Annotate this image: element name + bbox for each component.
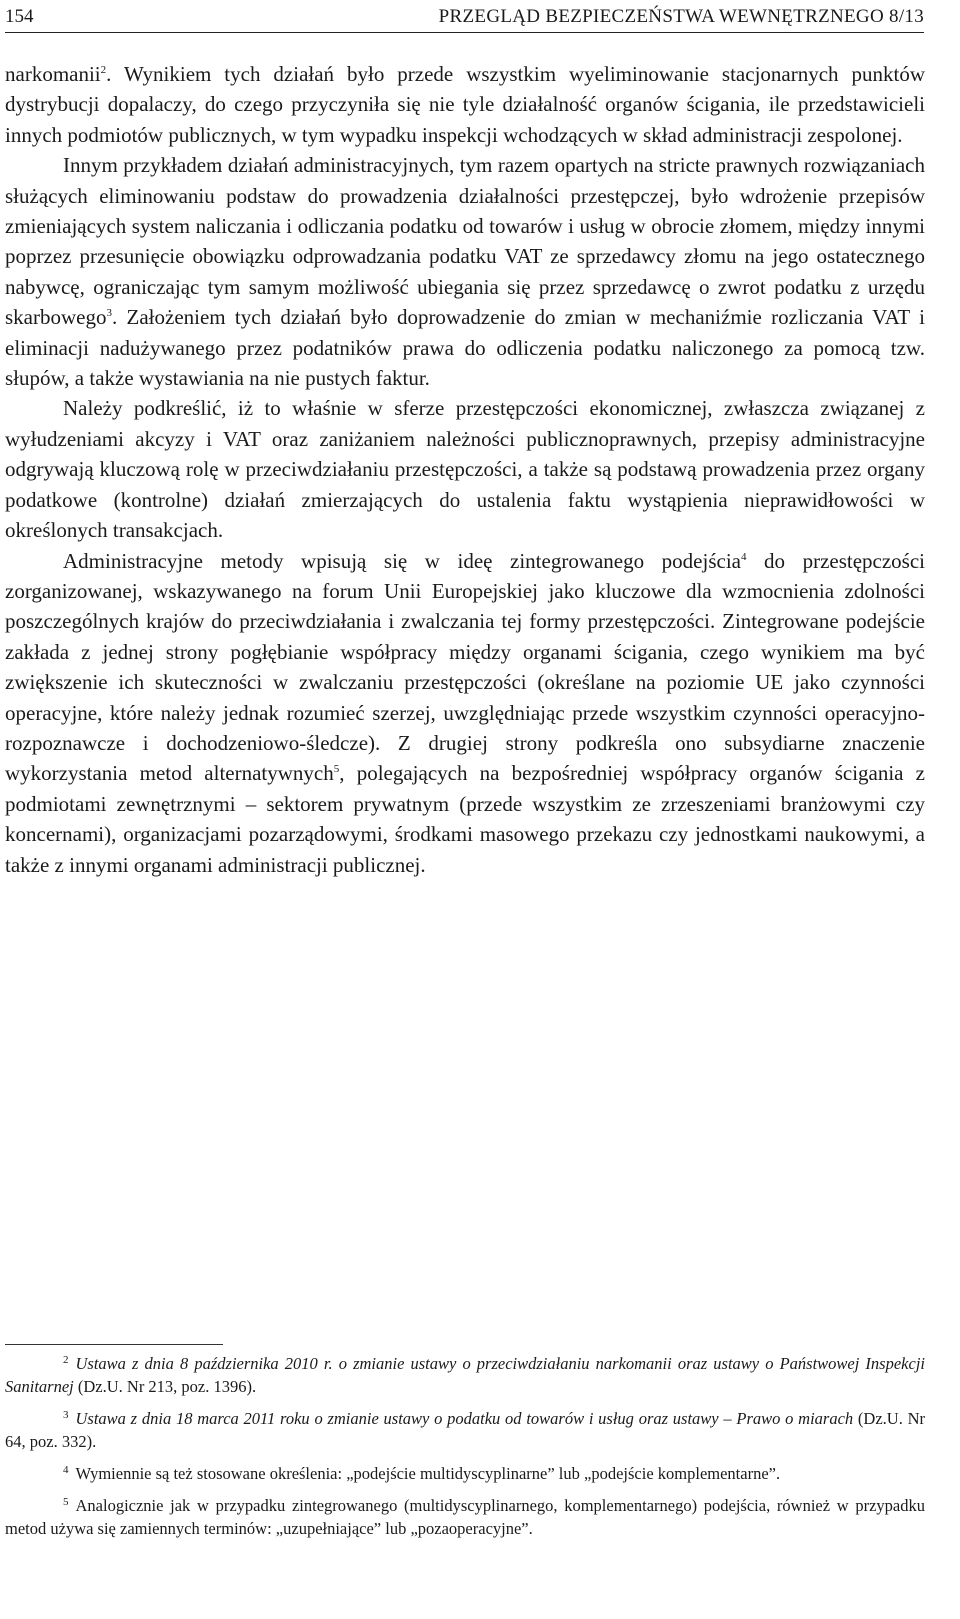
paragraph-text: Administracyjne metody wpisują się w ideę zintegrowanego podejścia: [63, 548, 741, 573]
footnote-ref[interactable]: 5: [333, 763, 340, 776]
paragraph-text: . Wynikiem tych działań było przede wszystkim wyeliminowanie stacjonarnych punktów dystrybucji dopalaczy, do czego przyczyniła się nie tyle działalność organów ścigania, ile przedstawicieli innych podmiotów publicznych, w tym wypadku inspekcji wchodzących w skład administracji zespolonej.: [5, 62, 925, 147]
footnote-ref[interactable]: 3: [106, 307, 112, 320]
footnote: [5, 1494, 925, 1540]
paragraph-text: narkomanii: [5, 62, 101, 86]
paragraph: [5, 546, 925, 880]
footnotes: [5, 1352, 925, 1549]
paragraph-text: . Założeniem tych działań było doprowadzenie do zmian w mechaniźmie rozliczania VAT i eliminacji nadużywanego przez podatników prawa do odliczenia podatku naliczonego za pomocą tzw. słupów, a także wystawiania na nie pustych faktur.: [5, 305, 925, 391]
paragraph-text: , polegających na bezpośredniej współpracy organów ścigania z podmiotami zewnętrznymi – sektorem prywatnym (przede wszystkim ze zrzeszeniami branżowymi czy koncernami), organizacjami pozarządowymi, środkami masowego przekazu czy jednostkami naukowymi, a także z innymi organami administracji publicznej.: [5, 761, 925, 877]
footnote: [5, 1407, 925, 1453]
footnote-text: Wymiennie są też stosowane określenia: „podejście multidyscyplinarne” lub „podejście komplementarne”.: [75, 1464, 781, 1483]
footnote-text: (Dz.U. Nr 64, poz. 332).: [5, 1409, 925, 1451]
paragraph: [5, 393, 925, 545]
footnote-text: Analogicznie jak w przypadku zintegrowanego (multidyscyplinarnego, komplementarnego) podejścia, również w przypadku metod używa się zamiennych terminów: „uzupełniające” lub „pozaoperacyjne”.: [5, 1496, 925, 1538]
journal-title: PRZEGLĄD BEZPIECZEŃSTWA WEWNĘTRZNEGO 8/13: [438, 6, 924, 27]
footnote-text: (Dz.U. Nr 213, poz. 1396).: [73, 1377, 257, 1396]
paragraph-text: do przestępczości zorganizowanej, wskazywanego na forum Unii Europejskiej jako kluczowe dla wzmocnienia zdolności poszczególnych krajów do przeciwdziałania i zwalczania tej formy przestępczości. Zintegrowane podejście zakłada z jednej strony pogłębianie współpracy między organami ścigania, czego wynikiem ma być zwiększenie ich skuteczności w zwalczaniu przestępczości (określane na poziomie UE jako czynności operacyjne, które należy jednak rozumieć szerzej, uwzględniając przede wszystkim czynności operacyjno-rozpoznawcze i dochodzeniowo-śledcze). Z drugiej strony podkreśla ono subsydiarne znaczenie wykorzystania metod alternatywnych: [5, 548, 926, 786]
footnote-citation: Ustawa z dnia 8 października 2010 r. o zmianie ustawy o przeciwdziałaniu narkomanii oraz ustawy o Państwowej Inspekcji Sanitarnej: [5, 1354, 925, 1396]
main-text: [5, 59, 925, 880]
running-header: [5, 2, 924, 33]
footnote: [5, 1462, 925, 1485]
page-number: 154: [5, 6, 34, 27]
footnote-number: 5: [63, 1495, 69, 1508]
footnote: [5, 1352, 925, 1398]
footnote-ref[interactable]: 4: [740, 550, 747, 563]
paragraph-text: Innym przykładem działań administracyjnych, tym razem opartych na stricte prawnych rozwiązaniach służących eliminowaniu podstaw do prowadzenia działalności przestępczej, było wdrożenie przepisów zmieniających system naliczania i odliczania podatku od towarów i usług w obrocie złomem, między innymi poprzez przesunięcie obowiązku odprowadzania podatku VAT ze sprzedawcy złomu na jego ostatecznego nabywcę, ograniczając tym samym możliwość ubiegania się przez sprzedawcę o zwrot podatku z urzędu skarbowego: [5, 153, 925, 330]
footnote-number: 3: [63, 1408, 69, 1421]
paragraph: [5, 150, 925, 393]
footnote-number: 4: [63, 1463, 69, 1476]
footnote-divider: [5, 1344, 223, 1345]
paragraph-text: Należy podkreślić, iż to właśnie w sferze przestępczości ekonomicznej, zwłaszcza związanej z wyłudzeniami akcyzy i VAT oraz zaniżaniem należności publicznoprawnych, przepisy administracyjne odgrywają kluczową rolę w przeciwdziałaniu przestępczości, a także są podstawą prowadzenia przez organy podatkowe (kontrolne) działań zmierzających do ustalenia faktu wystąpienia nieprawidłowości w określonych transakcjach.: [5, 396, 925, 543]
footnote-citation: Ustawa z dnia 18 marca 2011 roku o zmianie ustawy o podatku od towarów i usług oraz ustawy – Prawo o miarach: [75, 1409, 854, 1428]
paragraph: [5, 59, 925, 150]
footnote-ref[interactable]: 2: [100, 64, 107, 76]
footnote-number: 2: [63, 1353, 69, 1366]
